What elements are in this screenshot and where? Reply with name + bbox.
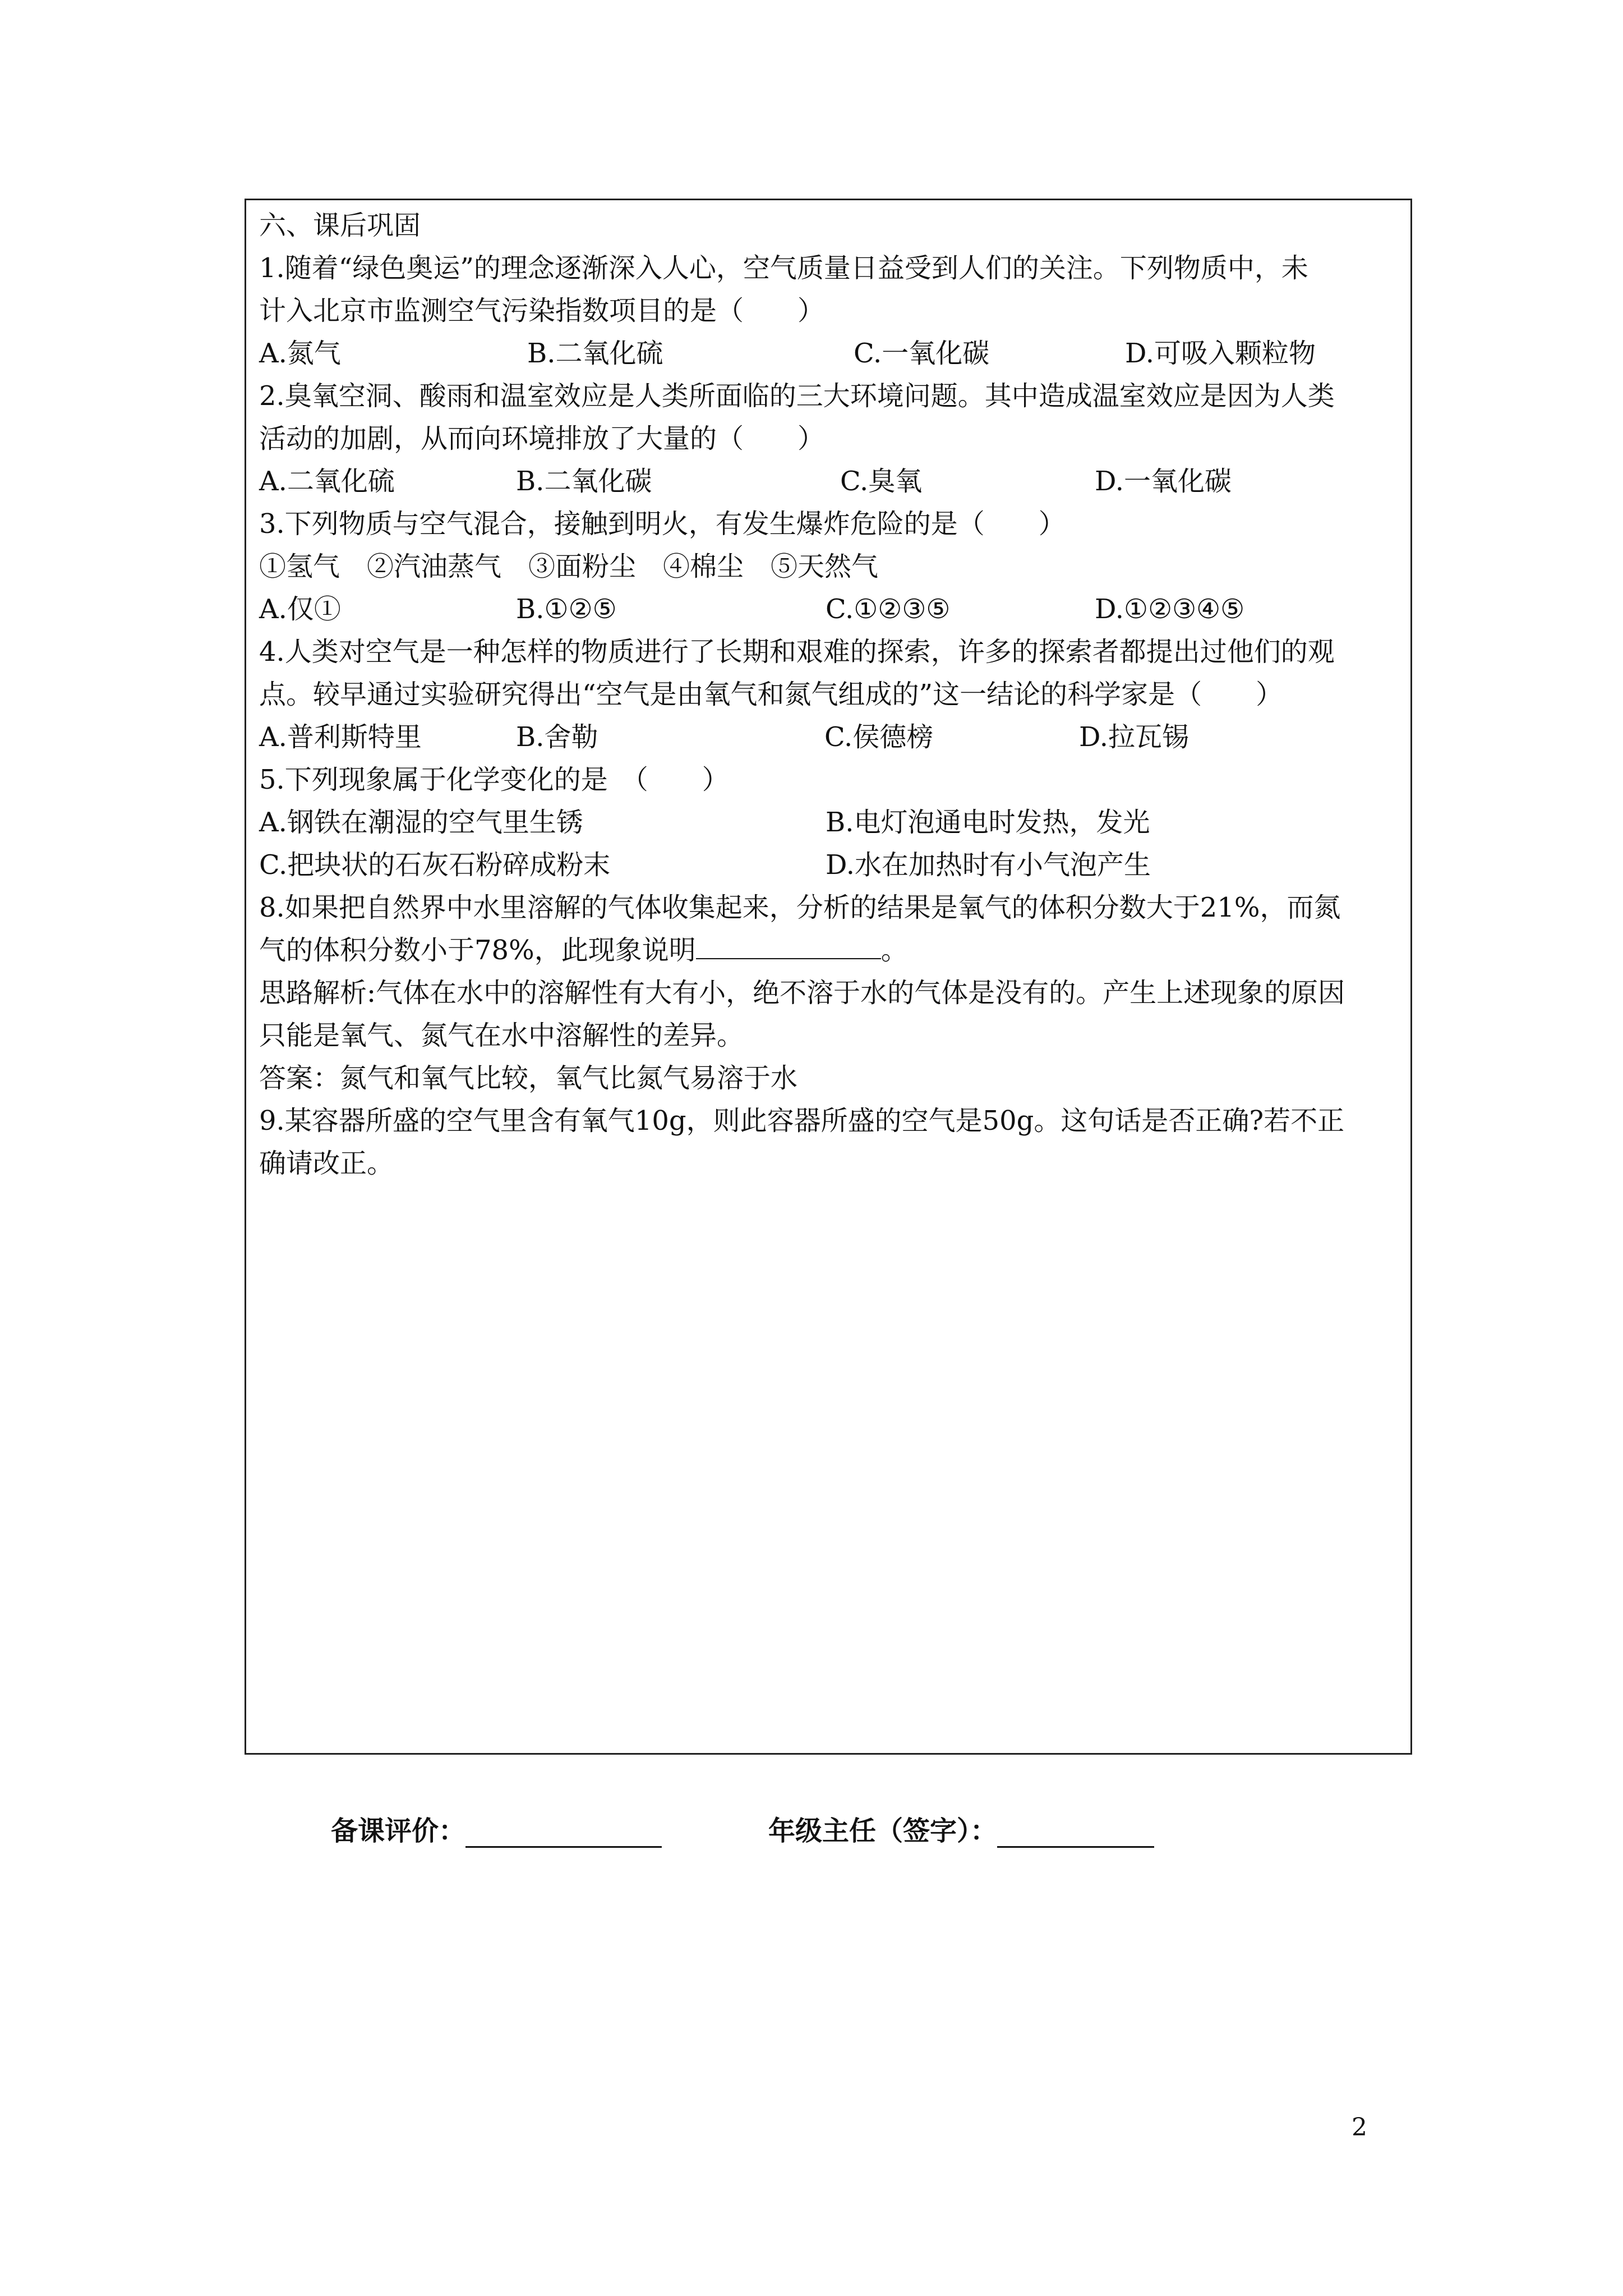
option-d: D.可吸入颗粒物 [1125,338,1316,369]
question-5-options-row-1 [259,801,1407,844]
option-c: C.臭氧 [840,466,923,497]
lesson-evaluation: 备课评价： [331,1809,662,1848]
option-d: D.一氧化碳 [1095,466,1232,497]
question-4-options [259,716,1407,758]
option-a: A.仅① [259,593,341,625]
option-b: B.二氧化硫 [527,338,663,369]
question-2-line-2: 活动的加剧，从而向环境排放了大量的（ ） [259,423,825,454]
answer-blank[interactable] [696,931,881,959]
option-c: C.侯德榜 [824,721,934,753]
question-5-line-1: 5.下列现象属于化学变化的是 （ ） [259,764,729,795]
section-title: 六、课后巩固 [259,210,421,241]
option-d: D.水在加热时有小气泡产生 [826,849,1151,881]
option-a: A.普利斯特里 [259,721,422,753]
answer-line: 答案：氮气和氧气比较，氧气比氮气易溶于水 [259,1062,798,1094]
exercise-content [259,204,1407,1185]
option-b: B.舍勒 [516,721,598,753]
question-1-line-2: 计入北京市监测空气污染指数项目的是（ ） [259,295,825,326]
option-c: C.一氧化碳 [854,338,990,369]
question-4-line-2: 点。较早通过实验研究得出“空气是由氧气和氮气组成的”这一结论的科学家是（ ） [259,679,1283,710]
question-9-line-1: 9.某容器所盛的空气里含有氧气10g，则此容器所盛的空气是50g。这句话是否正确?若不正 [259,1105,1345,1137]
option-a: A.氮气 [259,338,341,369]
option-d: D.拉瓦锡 [1079,721,1189,753]
question-5-options-row-2 [259,844,1407,886]
evaluation-blank[interactable] [465,1818,662,1848]
question-2-options [259,460,1407,503]
option-c: C.①②③⑤ [826,593,951,625]
question-3-options [259,588,1407,631]
question-1-line-1: 1.随着“绿色奥运”的理念逐渐深入人心，空气质量日益受到人们的关注。下列物质中，未 [259,252,1308,284]
question-8-line-1: 8.如果把自然界中水里溶解的气体收集起来，分析的结果是氧气的体积分数大于21%，而氮 [259,892,1341,923]
question-8-line-2: 气的体积分数小于78%，此现象说明 。 [259,929,1407,972]
option-a: A.钢铁在潮湿的空气里生锈 [259,807,583,838]
question-4-line-1: 4.人类对空气是一种怎样的物质进行了长期和艰难的探索，许多的探索者都提出过他们的观 [259,636,1335,668]
option-c: C.把块状的石灰石粉碎成粉末 [259,849,611,881]
question-3-line-1: 3.下列物质与空气混合，接触到明火，有发生爆炸危险的是（ ） [259,508,1066,540]
question-9-line-2: 确请改正。 [259,1148,394,1179]
option-b: B.电灯泡通电时发热，发光 [826,807,1150,838]
option-a: A.二氧化硫 [259,466,395,497]
option-d: D.①②③④⑤ [1095,593,1245,625]
option-b: B.二氧化碳 [516,466,652,497]
question-1-options [259,332,1407,375]
option-b: B.①②⑤ [516,593,617,625]
grade-director-signature: 年级主任（签字）： [768,1809,1154,1848]
analysis-line-1: 思路解析:气体在水中的溶解性有大有小，绝不溶于水的气体是没有的。产生上述现象的原因 [259,977,1345,1009]
analysis-line-2: 只能是氧气、氮气在水中溶解性的差异。 [259,1020,744,1051]
signature-blank[interactable] [997,1818,1154,1848]
page-number: 2 [1352,2113,1367,2142]
question-2-line-1: 2.臭氧空洞、酸雨和温室效应是人类所面临的三大环境问题。其中造成温室效应是因为人类 [259,380,1335,412]
question-3-line-2: ①氢气 ②汽油蒸气 ③面粉尘 ④棉尘 ⑤天然气 [259,551,879,582]
